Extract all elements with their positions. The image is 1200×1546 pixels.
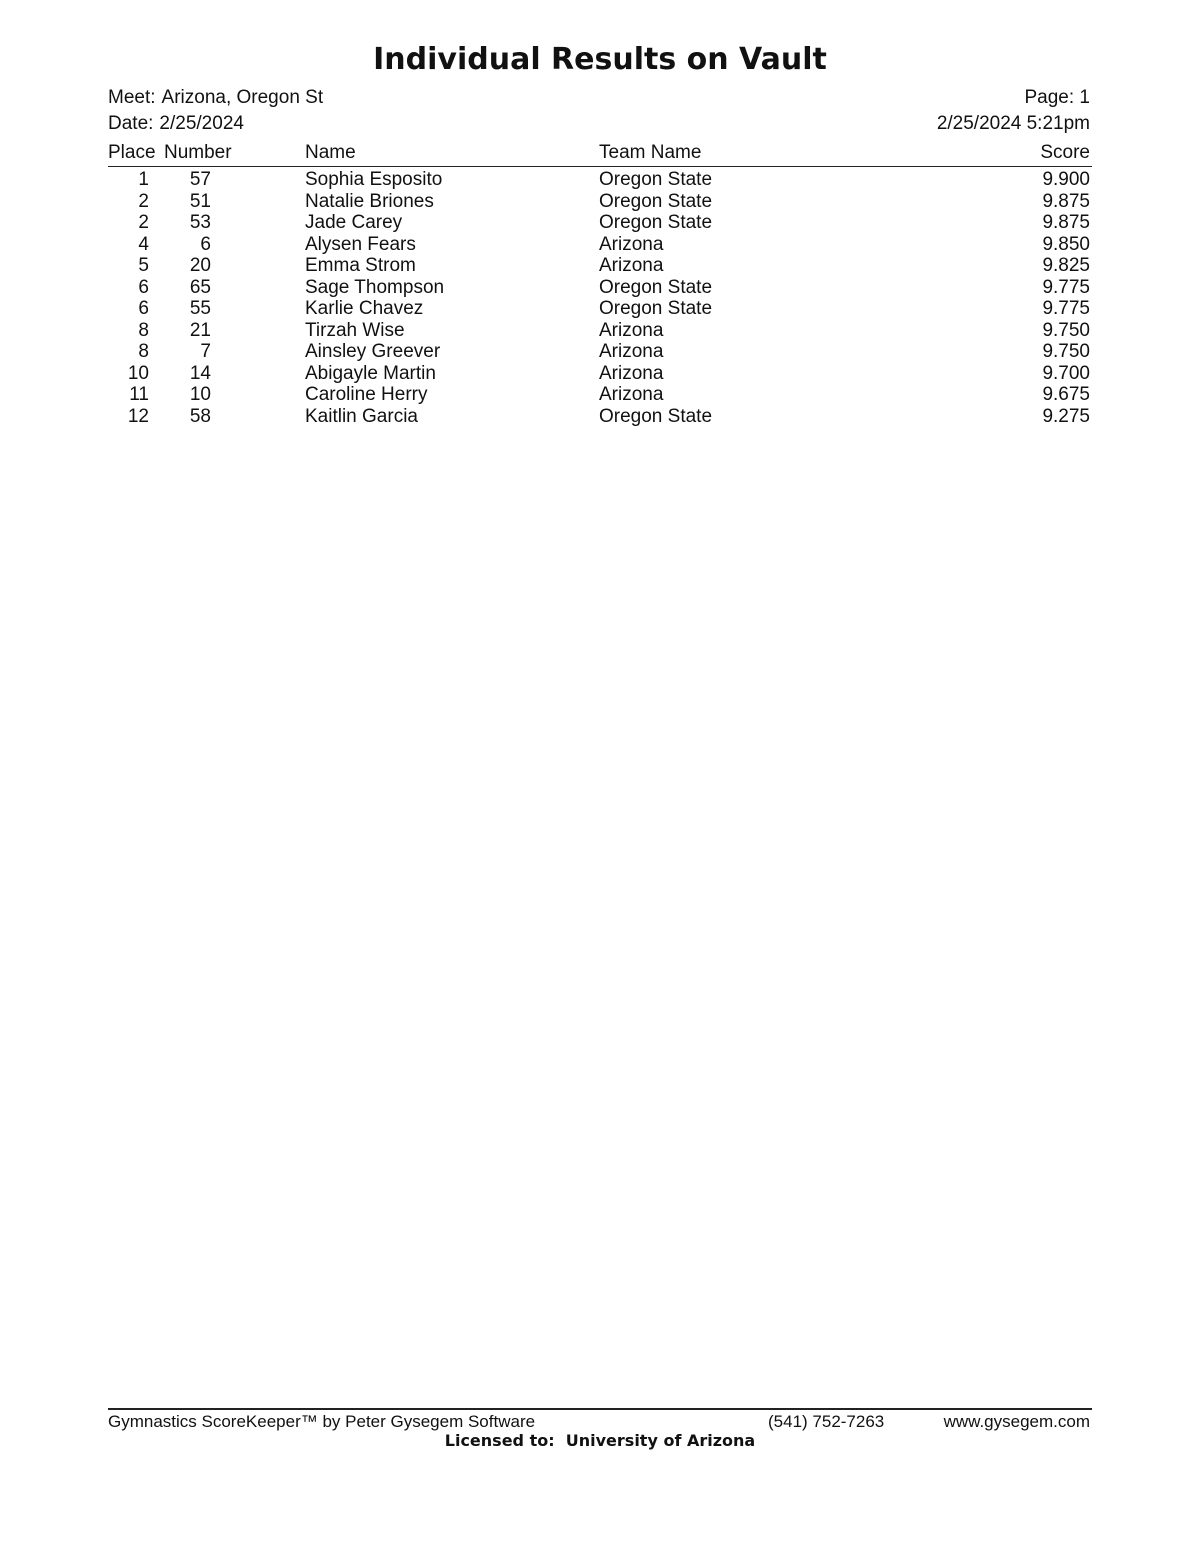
- cell-place: 1: [138, 169, 149, 190]
- table-row: [108, 191, 1092, 213]
- meet-value: Arizona, Oregon St: [161, 87, 324, 108]
- cell-place: 12: [127, 405, 149, 427]
- cell-team: Arizona: [599, 384, 664, 405]
- cell-number: 6: [200, 233, 211, 255]
- table-row: [108, 234, 1092, 256]
- header-name: Name: [305, 142, 356, 163]
- cell-score: 9.825: [1042, 255, 1090, 276]
- cell-number: 57: [189, 169, 211, 190]
- cell-number: 51: [189, 190, 211, 212]
- cell-place: 8: [138, 341, 149, 362]
- cell-team: Arizona: [599, 233, 664, 255]
- cell-place: 8: [138, 319, 149, 341]
- table-row: [108, 341, 1092, 363]
- footer-phone: (541) 752-7263: [768, 1412, 885, 1431]
- cell-number: 14: [189, 362, 211, 384]
- cell-score: 9.750: [1042, 341, 1090, 362]
- results-table: [108, 142, 1092, 427]
- table-body: [108, 169, 1092, 427]
- cell-team: Oregon State: [599, 212, 713, 233]
- cell-number: 55: [189, 298, 211, 319]
- cell-place: 2: [138, 190, 149, 212]
- cell-score: 9.750: [1042, 319, 1090, 341]
- meet-row: [108, 87, 323, 113]
- cell-team: Oregon State: [599, 190, 713, 212]
- cell-score: 9.275: [1042, 405, 1090, 427]
- page-number: Page: 1: [1024, 87, 1090, 108]
- table-row: [108, 277, 1092, 299]
- date-row: [108, 113, 323, 139]
- cell-name: Ainsley Greever: [305, 341, 441, 362]
- table-header: [108, 142, 1092, 167]
- cell-team: Oregon State: [599, 169, 713, 190]
- cell-number: 7: [200, 341, 211, 362]
- cell-score: 9.900: [1042, 169, 1090, 190]
- cell-score: 9.875: [1042, 212, 1090, 233]
- cell-place: 6: [138, 298, 149, 319]
- cell-number: 20: [189, 255, 211, 276]
- table-row: [108, 169, 1092, 191]
- cell-place: 2: [138, 212, 149, 233]
- table-row: [108, 384, 1092, 406]
- cell-name: Caroline Herry: [305, 384, 428, 405]
- footer-website: www.gysegem.com: [943, 1412, 1090, 1431]
- cell-name: Sophia Esposito: [305, 169, 443, 190]
- cell-number: 53: [189, 212, 211, 233]
- cell-place: 10: [127, 362, 149, 384]
- meet-info: [108, 87, 323, 139]
- header-place: Place: [108, 142, 156, 163]
- header-team: Team Name: [599, 142, 702, 163]
- cell-name: Jade Carey: [305, 212, 403, 233]
- cell-place: 11: [129, 384, 149, 405]
- table-row: [108, 212, 1092, 234]
- cell-team: Arizona: [599, 341, 664, 362]
- cell-team: Arizona: [599, 255, 664, 276]
- cell-score: 9.775: [1042, 276, 1090, 298]
- cell-number: 21: [189, 319, 211, 341]
- cell-place: 4: [138, 233, 149, 255]
- header-score: Score: [1040, 142, 1090, 163]
- cell-score: 9.875: [1042, 190, 1090, 212]
- cell-name: Tirzah Wise: [305, 319, 405, 341]
- cell-name: Emma Strom: [305, 255, 416, 276]
- table-row: [108, 406, 1092, 428]
- cell-score: 9.675: [1042, 384, 1090, 405]
- date-value: 2/25/2024: [159, 113, 244, 134]
- footer-software: Gymnastics ScoreKeeper™ by Peter Gysegem Software: [108, 1412, 536, 1431]
- cell-name: Alysen Fears: [305, 233, 416, 255]
- cell-team: Arizona: [599, 362, 664, 384]
- table-row: [108, 255, 1092, 277]
- page-info: [937, 87, 1090, 139]
- cell-team: Oregon State: [599, 405, 713, 427]
- date-label: Date:: [108, 113, 154, 134]
- cell-name: Natalie Briones: [305, 190, 434, 212]
- cell-name: Abigayle Martin: [305, 362, 436, 384]
- cell-place: 5: [138, 255, 149, 276]
- header-number: Number: [164, 142, 232, 163]
- table-row: [108, 363, 1092, 385]
- cell-name: Sage Thompson: [305, 276, 445, 298]
- table-row: [108, 320, 1092, 342]
- meet-label: Meet:: [108, 87, 156, 108]
- cell-team: Oregon State: [599, 298, 713, 319]
- cell-score: 9.850: [1042, 233, 1090, 255]
- cell-team: Oregon State: [599, 276, 713, 298]
- printed-datetime: 2/25/2024 5:21pm: [936, 113, 1090, 134]
- cell-name: Kaitlin Garcia: [305, 405, 418, 427]
- cell-number: 10: [189, 384, 211, 405]
- cell-score: 9.775: [1042, 298, 1090, 319]
- cell-name: Karlie Chavez: [305, 298, 424, 319]
- table-row: [108, 298, 1092, 320]
- cell-place: 6: [138, 276, 149, 298]
- cell-team: Arizona: [599, 319, 664, 341]
- cell-number: 58: [189, 405, 211, 427]
- report-title: Individual Results on Vault: [373, 42, 827, 77]
- cell-number: 65: [189, 276, 211, 298]
- cell-score: 9.700: [1042, 362, 1090, 384]
- licensed-to: Licensed to: University of Arizona: [444, 1431, 756, 1450]
